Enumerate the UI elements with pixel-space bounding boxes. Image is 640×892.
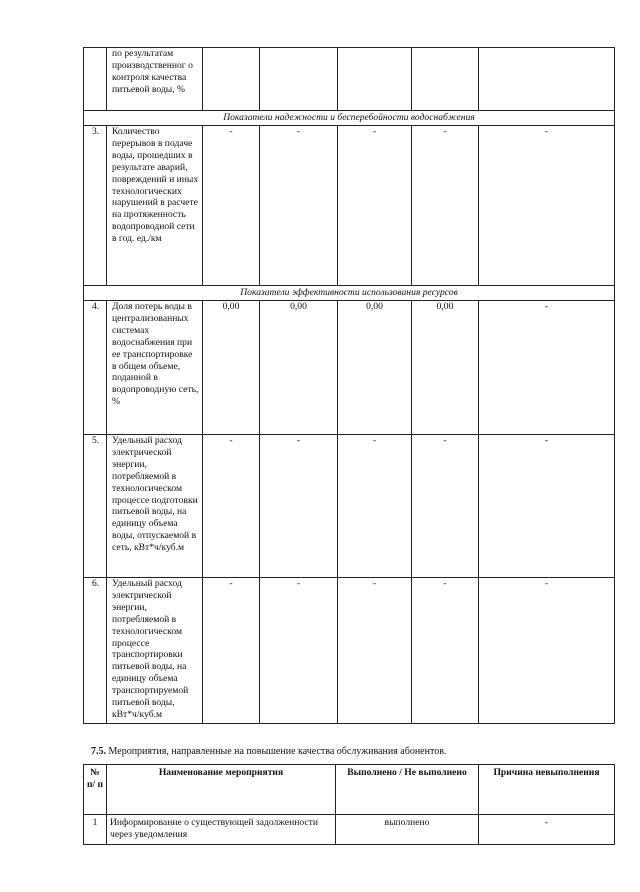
row-number: 3. [84, 126, 107, 286]
section-number: 7.5. [91, 746, 106, 757]
section-heading-text: Мероприятия, направленные на повышение качества обслуживания абонентов. [106, 746, 447, 757]
table-row [84, 578, 615, 724]
indicators-table [83, 47, 615, 724]
value-cell: - [412, 435, 479, 578]
column-header: Выполнено / Не выполнено [336, 765, 479, 815]
indicator-name: по результатам производственног о контроля качества питьевой воды, % [107, 48, 203, 111]
value-cell: - [412, 126, 479, 286]
indicator-name: Удельный расход электрической энергии, потребляемой в технологическом процессе транспортировки питьевой воды, на единицу объема транспортируемой питьевой воды, кВт*ч/куб.м [107, 578, 203, 724]
value-cell [412, 48, 479, 111]
row-number: 6. [84, 578, 107, 724]
value-cell: 0,00 [260, 301, 338, 435]
value-cell: - [479, 578, 615, 724]
section-heading [91, 746, 446, 758]
section-row [84, 111, 615, 126]
value-cell: - [338, 578, 412, 724]
value-cell [260, 48, 338, 111]
value-cell: 0,00 [203, 301, 260, 435]
section-title: Показатели эффективности использования ресурсов [84, 286, 615, 301]
indicator-name: Удельный расход электрической энергии, потребляемой в технологическом процессе подготовки питьевой воды, на единицу объема воды, отпускаемой в сеть, кВт*ч/куб.м [107, 435, 203, 578]
value-cell [338, 48, 412, 111]
value-cell: - [203, 578, 260, 724]
value-cell: - [479, 126, 615, 286]
value-cell: - [203, 126, 260, 286]
value-cell: - [338, 126, 412, 286]
value-cell: - [203, 435, 260, 578]
value-cell: - [260, 435, 338, 578]
table-row [84, 48, 615, 111]
row-number: 1 [84, 815, 107, 845]
value-cell [203, 48, 260, 111]
value-cell: - [412, 578, 479, 724]
measure-name: Информирование о существующей задолженности через уведомления [107, 815, 336, 845]
header-row [84, 765, 615, 815]
table-row [84, 435, 615, 578]
status-cell: выполнено [336, 815, 479, 845]
indicator-name: Количество перерывов в подаче воды, прошедших в результате аварий, повреждений и иных технологических нарушений в расчете на протяженность водопроводной сети в год. ед./км [107, 126, 203, 286]
column-header: № п/ п [84, 765, 107, 815]
value-cell: 0,00 [338, 301, 412, 435]
table-row [84, 126, 615, 286]
value-cell: - [479, 301, 615, 435]
indicator-name: Доля потерь воды в централизованных системах водоснабжения при ее транспортировке в общем объеме, поданной в водопроводную сеть, % [107, 301, 203, 435]
column-header: Наименование мероприятия [107, 765, 336, 815]
table-row [84, 301, 615, 435]
column-header: Причина невыполнения [479, 765, 615, 815]
section-row [84, 286, 615, 301]
value-cell: - [338, 435, 412, 578]
value-cell [479, 48, 615, 111]
value-cell: 0,00 [412, 301, 479, 435]
value-cell: - [260, 126, 338, 286]
row-number [84, 48, 107, 111]
section-title: Показатели надежности и бесперебойности водоснабжения [84, 111, 615, 126]
row-number: 4. [84, 301, 107, 435]
row-number: 5. [84, 435, 107, 578]
measures-table [83, 764, 615, 845]
value-cell: - [479, 435, 615, 578]
reason-cell: - [479, 815, 615, 845]
table-row [84, 815, 615, 845]
value-cell: - [260, 578, 338, 724]
